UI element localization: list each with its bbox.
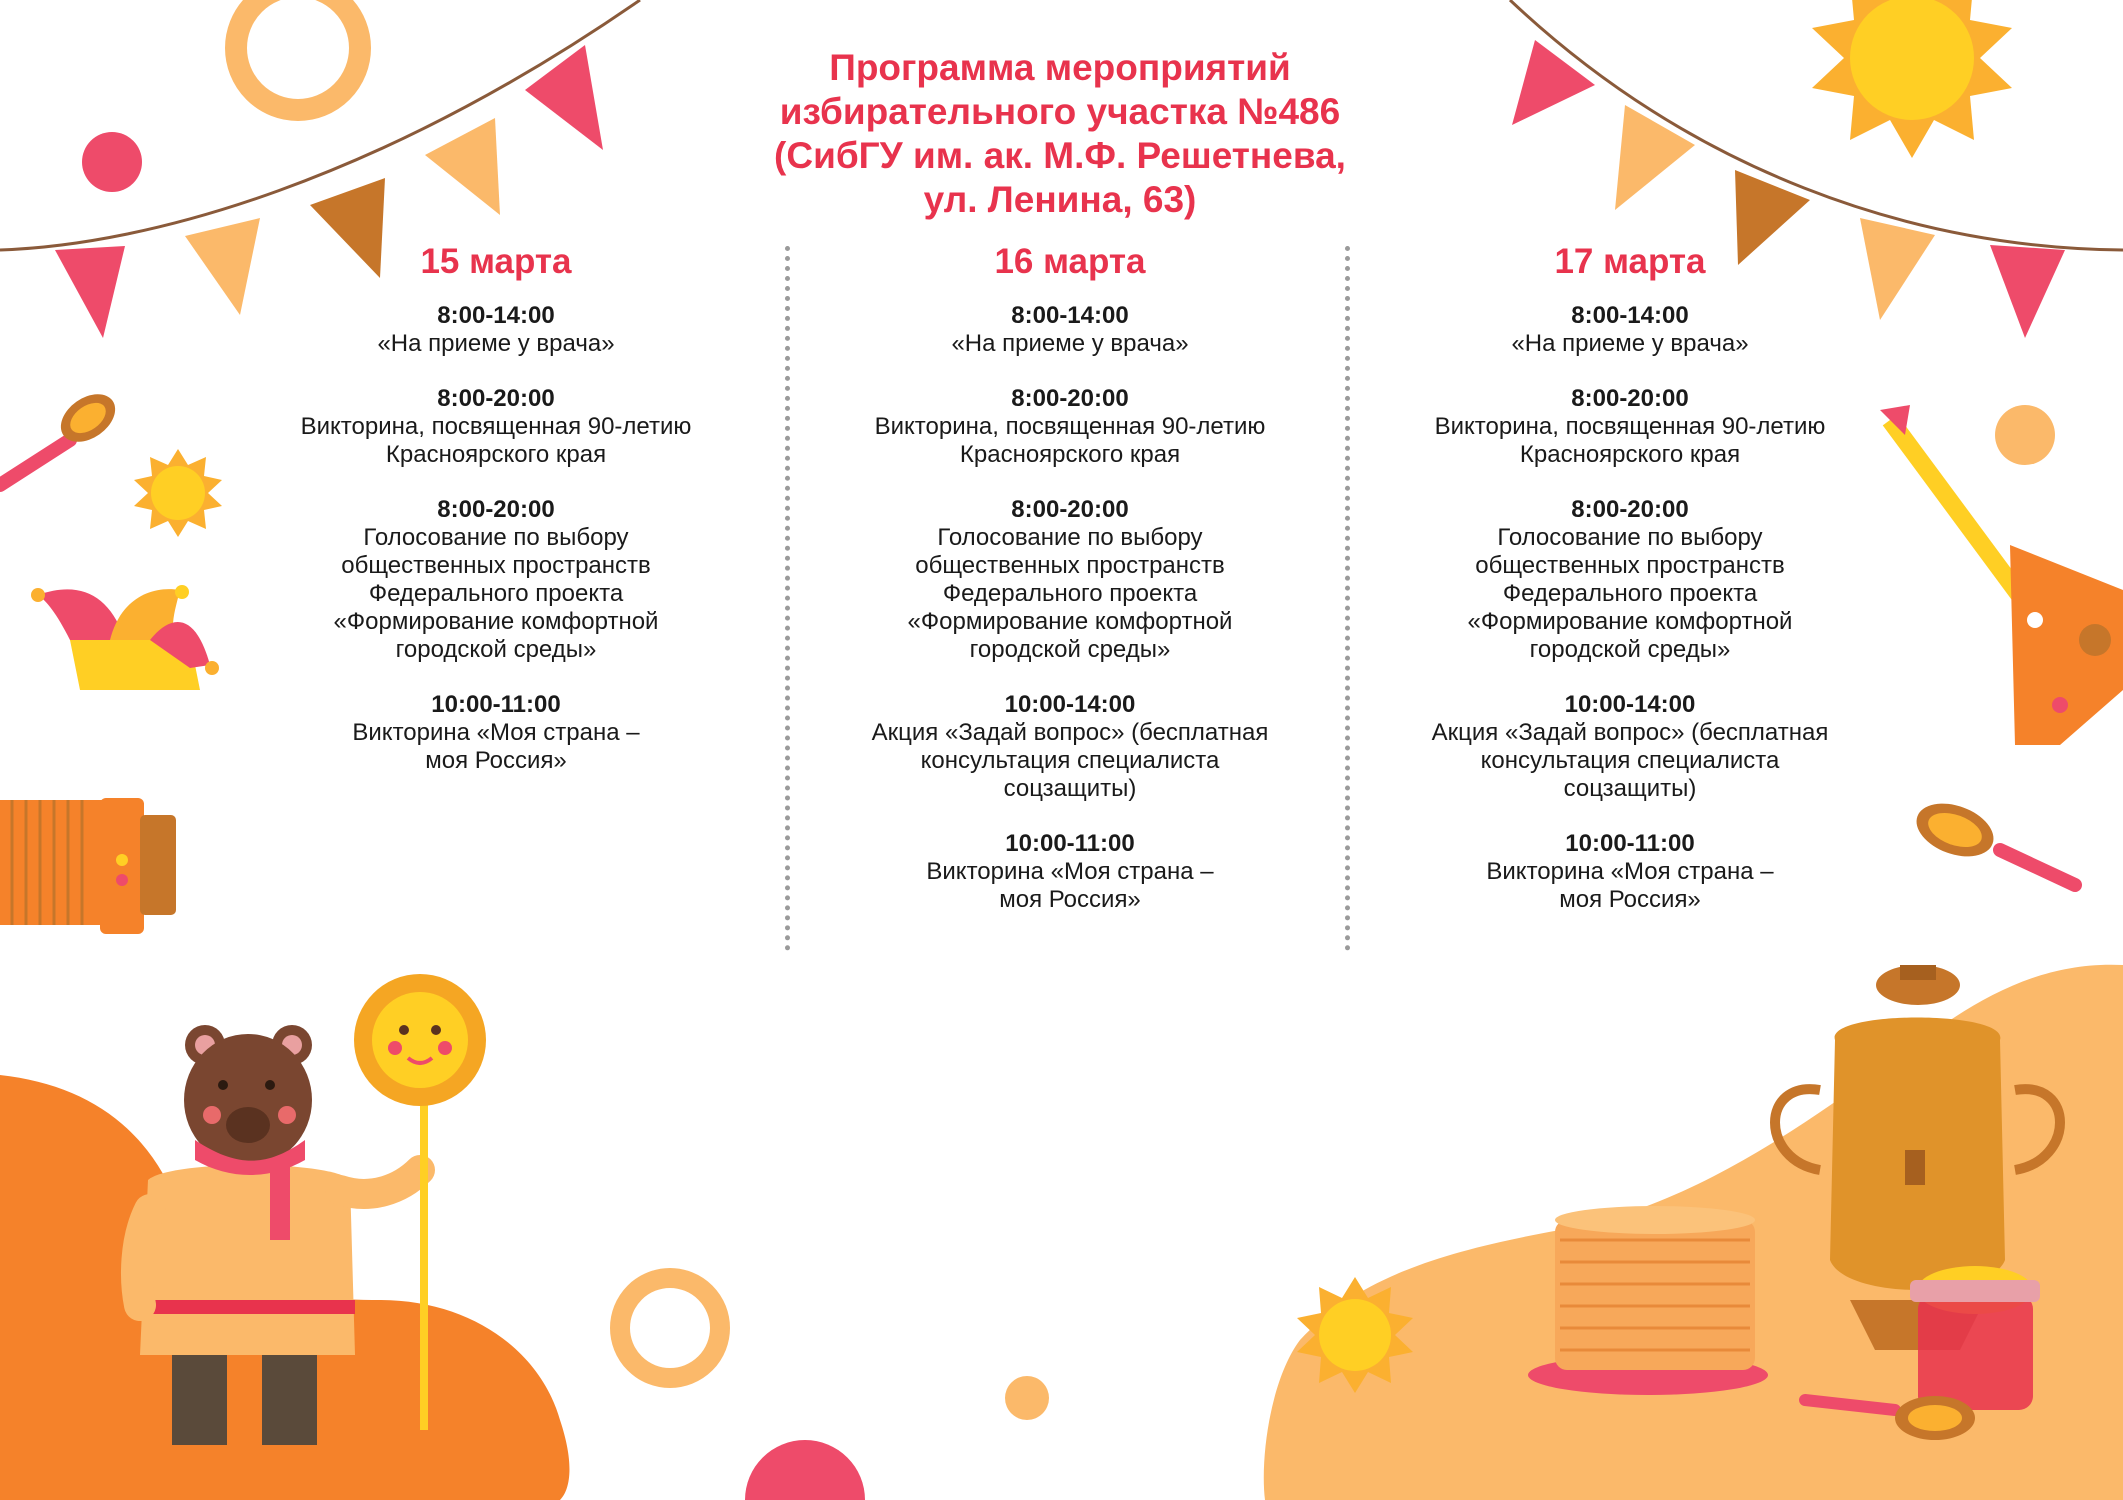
event-time: 8:00-20:00 (1571, 496, 1689, 523)
event-item (1370, 830, 1890, 914)
event-time: 8:00-20:00 (1571, 385, 1689, 412)
event-item (810, 830, 1330, 914)
ring-bottom-center (620, 1278, 720, 1378)
event-time: 10:00-11:00 (1005, 830, 1135, 857)
event-title: «На приеме у врача» (377, 330, 615, 357)
event-time: 8:00-20:00 (437, 385, 555, 412)
jam-jar-icon (1910, 1266, 2040, 1410)
day-heading: 15 марта (420, 242, 572, 281)
event-item (236, 496, 756, 664)
day-column-15 (236, 240, 756, 802)
event-time: 8:00-14:00 (437, 302, 555, 329)
sun-icon-left (134, 449, 222, 537)
event-title: Голосование по выбору общественных пространств Федерального проекта «Формирование комфортной городской среды» (907, 524, 1233, 663)
event-time: 10:00-11:00 (1565, 830, 1695, 857)
event-title: «На приеме у врача» (1511, 330, 1749, 357)
event-item (1370, 691, 1890, 803)
wooden-spoon-icon-left (0, 384, 124, 485)
event-title: Викторина, посвященная 90-летию Красноярского края (300, 413, 692, 468)
day-column-16 (810, 240, 1330, 941)
event-item (810, 385, 1330, 469)
accordion-icon (0, 798, 176, 934)
wooden-spoon-icon-right (1909, 794, 2075, 885)
event-title: Викторина, посвященная 90-летию Красноярского края (1434, 413, 1826, 468)
dot-peach-right (1995, 405, 2055, 465)
page-title: Программа мероприятий избирательного участка №486 (СибГУ им. ак. М.Ф. Решетнева, ул. Ленина, 63) (774, 47, 1346, 220)
event-time: 8:00-20:00 (437, 496, 555, 523)
half-dot-pink-bottom (745, 1440, 865, 1500)
event-title: Голосование по выбору общественных пространств Федерального проекта «Формирование комфортной городской среды» (1467, 524, 1793, 663)
event-time: 8:00-20:00 (1011, 496, 1129, 523)
event-item (810, 496, 1330, 664)
event-time: 10:00-14:00 (1004, 691, 1136, 718)
dot-peach-bottom (1005, 1376, 1049, 1420)
event-title: Викторина, посвященная 90-летию Красноярского края (874, 413, 1266, 468)
event-time: 8:00-20:00 (1011, 385, 1129, 412)
event-item (236, 302, 756, 358)
event-item (1370, 302, 1890, 358)
balalaika-icon (1880, 405, 2123, 745)
event-time: 8:00-14:00 (1571, 302, 1689, 329)
event-title: Викторина «Моя страна – моя Россия» (1486, 858, 1774, 913)
event-title: Викторина «Моя страна – моя Россия» (352, 719, 640, 774)
event-item (236, 385, 756, 469)
event-item (236, 691, 756, 775)
day-heading: 17 марта (1554, 242, 1706, 281)
column-divider-2 (1345, 246, 1350, 951)
column-divider-1 (785, 246, 790, 951)
day-column-17 (1370, 240, 1890, 941)
event-title: Голосование по выбору общественных пространств Федерального проекта «Формирование комфортной городской среды» (333, 524, 659, 663)
dot-pink-left (82, 132, 142, 192)
event-title: Акция «Задай вопрос» (бесплатная консультация специалиста соцзащиты) (871, 719, 1269, 802)
pancake-stack-icon (1528, 1206, 1768, 1395)
event-title: Акция «Задай вопрос» (бесплатная консультация специалиста соцзащиты) (1431, 719, 1829, 802)
event-item (810, 302, 1330, 358)
day-heading: 16 марта (994, 242, 1146, 281)
event-item (810, 691, 1330, 803)
event-time: 10:00-11:00 (431, 691, 561, 718)
sun-icon-top-right (1812, 0, 2012, 158)
event-time: 8:00-14:00 (1011, 302, 1129, 329)
event-item (1370, 496, 1890, 664)
ring-top-left (236, 0, 360, 110)
jester-hat-icon (31, 585, 219, 690)
event-item (1370, 385, 1890, 469)
event-title: Викторина «Моя страна – моя Россия» (926, 858, 1214, 913)
event-time: 10:00-14:00 (1564, 691, 1696, 718)
event-title: «На приеме у врача» (951, 330, 1189, 357)
